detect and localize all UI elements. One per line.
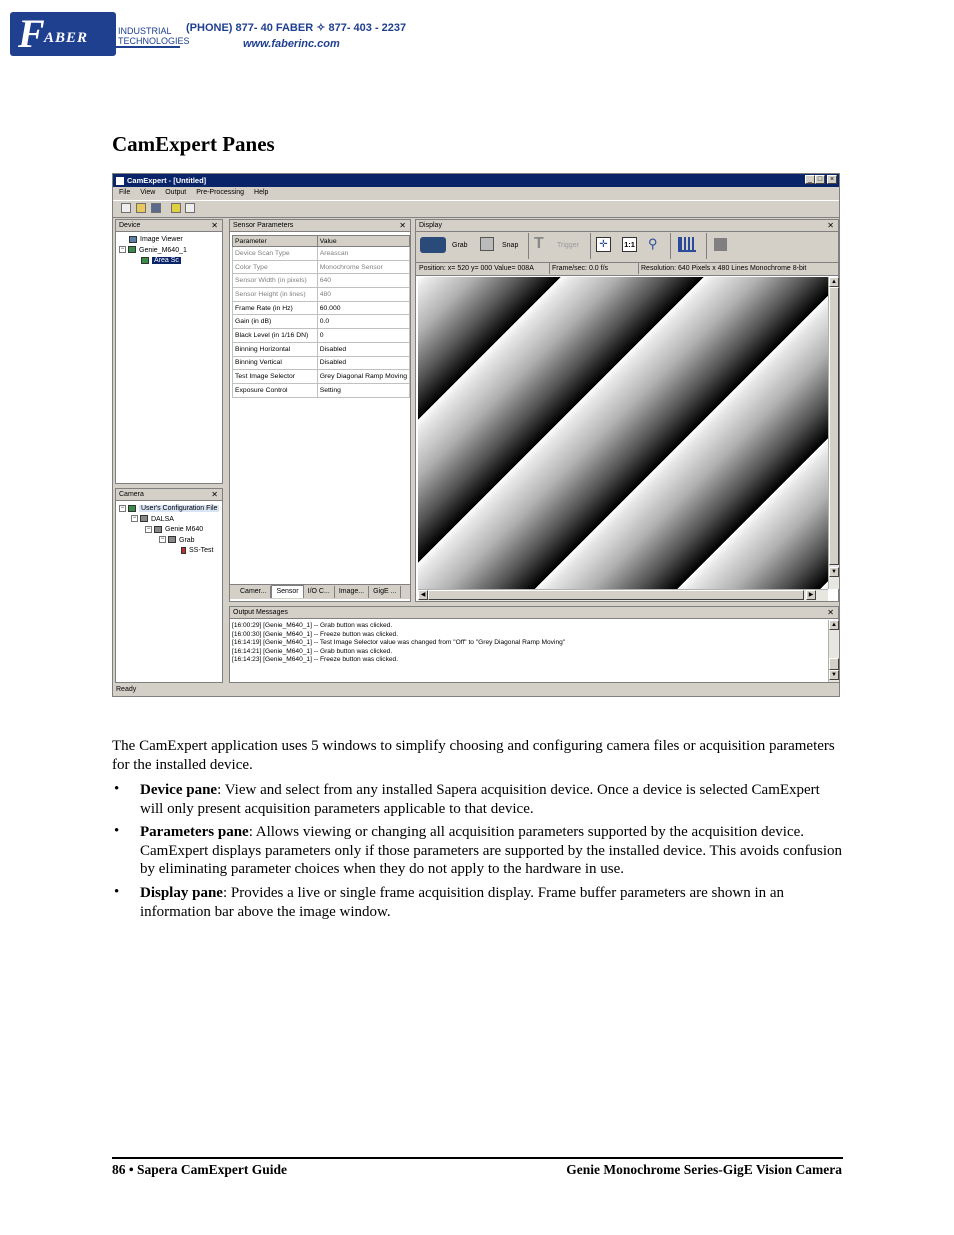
device-pane-header (116, 220, 222, 232)
output-pane-title: Output Messages (233, 609, 288, 616)
parameter-name: Color Type (233, 260, 318, 274)
collapse-icon[interactable]: − (132, 515, 137, 522)
parameter-value[interactable]: Areascan (317, 247, 409, 261)
table-row[interactable] (233, 315, 410, 329)
app-icon (116, 177, 124, 185)
toolbar-separator (528, 233, 529, 259)
parameter-name: Binning Vertical (233, 356, 318, 370)
scroll-thumb[interactable] (829, 658, 839, 670)
trigger-button[interactable]: Trigger (557, 242, 579, 249)
collapse-icon[interactable]: − (146, 525, 151, 532)
output-messages (230, 619, 838, 665)
tab-image[interactable]: Image... (335, 586, 369, 598)
camera-pane-title: Camera (119, 491, 144, 498)
horizontal-scrollbar[interactable] (418, 589, 828, 601)
parameter-value[interactable]: 0 (317, 329, 409, 343)
scroll-left-icon[interactable]: ◀ (418, 590, 428, 600)
parameter-value[interactable]: 640 (317, 274, 409, 288)
tab-sensor[interactable]: Sensor (271, 585, 303, 598)
table-row[interactable] (233, 301, 410, 315)
scroll-thumb[interactable] (428, 590, 804, 600)
menu-view[interactable]: View (140, 189, 156, 196)
menu-output[interactable]: Output (165, 189, 187, 196)
table-row[interactable] (233, 329, 410, 343)
footer-rule (112, 1157, 843, 1159)
tree-item[interactable]: Area Sc (119, 256, 222, 267)
table-row[interactable] (233, 247, 410, 261)
list-item: [16:14:23] [Genie_M640_1] -- Freeze button was clicked. (232, 656, 399, 664)
table-row[interactable] (233, 342, 410, 356)
parameter-name: Test Image Selector (233, 370, 318, 384)
tab-gige[interactable]: GigE ... (369, 586, 401, 598)
parameter-name: Binning Horizontal (233, 342, 318, 356)
scroll-thumb[interactable] (829, 287, 839, 565)
camexpert-window (112, 173, 840, 697)
display-info-bar (416, 263, 838, 276)
output-pane-header (230, 607, 838, 619)
device-pane (115, 219, 223, 484)
tree-item[interactable]: − Genie M640 (146, 525, 204, 533)
bullet-icon: • (114, 781, 120, 797)
scroll-up-icon[interactable]: ▲ (829, 277, 839, 287)
output-pane (229, 606, 839, 683)
table-row[interactable] (233, 274, 410, 288)
parameter-value[interactable]: Disabled (317, 342, 409, 356)
close-icon[interactable]: ✕ (211, 221, 218, 230)
menu-bar (113, 187, 839, 199)
parameter-name: Gain (in dB) (233, 315, 318, 329)
help-icon[interactable] (171, 203, 181, 213)
window-titlebar (113, 174, 839, 187)
bullet-icon: • (114, 884, 120, 900)
histogram-icon[interactable] (678, 237, 696, 252)
column-header-parameter[interactable]: Parameter (233, 236, 318, 247)
parameters-table (232, 235, 410, 398)
close-icon[interactable]: ✕ (827, 608, 834, 617)
scroll-up-icon[interactable]: ▲ (829, 620, 839, 630)
logo-tagline: INDUSTRIAL TECHNOLOGIES (118, 26, 190, 46)
display-pane (415, 219, 839, 602)
header-website[interactable]: www.faberinc.com (243, 38, 340, 50)
output-scrollbar[interactable] (828, 620, 839, 682)
table-row[interactable] (233, 288, 410, 302)
scroll-down-icon[interactable]: ▼ (829, 567, 839, 577)
parameter-name: Black Level (in 1/16 DN) (233, 329, 318, 343)
tree-item[interactable]: SS-Test (119, 546, 222, 557)
tree-item[interactable]: Image Viewer (119, 235, 222, 246)
footer-right: Genie Monochrome Series-GigE Vision Camera (566, 1162, 842, 1177)
toolbar-separator (706, 233, 707, 259)
display-pane-title: Display (419, 222, 442, 229)
tree-item[interactable]: − Genie_M640_1 (120, 246, 187, 254)
save-icon[interactable] (151, 203, 161, 213)
zoom-1-to-1-button[interactable]: 1:1 (622, 237, 637, 252)
open-folder-icon[interactable] (136, 203, 146, 213)
grab-icon (168, 536, 176, 543)
list-item: [16:00:30] [Genie_M640_1] -- Freeze button was clicked. (232, 630, 399, 638)
section-title: CamExpert Panes (112, 132, 275, 156)
camera-pane-header (116, 489, 222, 501)
close-icon[interactable]: ✕ (211, 490, 218, 499)
parameter-name: Frame Rate (in Hz) (233, 301, 318, 315)
collapse-icon[interactable]: − (120, 246, 125, 253)
parameter-name: Sensor Width (in pixels) (233, 274, 318, 288)
logo-underline (116, 46, 180, 48)
collapse-icon[interactable]: − (120, 504, 125, 511)
context-help-icon[interactable] (185, 203, 195, 213)
close-icon[interactable]: × (827, 175, 837, 184)
parameter-name: Exposure Control (233, 383, 318, 397)
position-readout: Position: x= 520 y= 000 Value= 008A (419, 265, 534, 272)
folder-icon (140, 515, 148, 522)
test-icon (181, 547, 186, 554)
camera-model-icon (154, 526, 162, 533)
image-display[interactable] (418, 277, 828, 589)
table-row[interactable] (233, 383, 410, 397)
tab-camera[interactable]: Camer... (236, 586, 271, 598)
table-row[interactable] (233, 370, 410, 384)
table-row[interactable] (233, 356, 410, 370)
list-item: [16:00:29] [Genie_M640_1] -- Grab button was clicked. (232, 622, 393, 629)
parameter-name: Sensor Height (in lines) (233, 288, 318, 302)
bullet-device-pane: Device pane: View and select from any installed Sapera acquisition device. Once a device is selected CamExpert will only present acquisition parameters applicable to that device. (140, 782, 820, 817)
parameter-value[interactable]: Disabled (317, 356, 409, 370)
image-viewer-icon (129, 236, 137, 243)
parameter-value[interactable]: 60.000 (317, 301, 409, 315)
toolbar-separator (590, 233, 591, 259)
resolution-readout: Resolution: 640 Pixels x 480 Lines Monochrome 8-bit (638, 263, 806, 274)
toolbar-separator (670, 233, 671, 259)
status-bar: Ready (116, 686, 137, 693)
close-icon[interactable]: ✕ (399, 221, 406, 230)
menu-help[interactable]: Help (254, 189, 269, 196)
footer-left: 86 • Sapera CamExpert Guide (112, 1162, 287, 1177)
parameters-pane-title: Sensor Parameters (233, 222, 294, 229)
tree-item[interactable]: − Grab (160, 536, 195, 544)
maximize-icon[interactable]: □ (815, 175, 825, 184)
grab-camera-icon[interactable] (420, 237, 446, 253)
table-row[interactable] (233, 260, 410, 274)
parameter-value[interactable]: Monochrome Sensor (317, 260, 409, 274)
display-toolbar (416, 232, 838, 263)
frame-rate-readout: Frame/sec: 0.0 f/s (549, 263, 608, 274)
camera-tree (116, 501, 222, 557)
tree-item[interactable]: − User's Configuration File (120, 504, 218, 512)
tree-item[interactable]: − DALSA (132, 515, 174, 523)
parameters-pane-header (230, 220, 410, 232)
header-phone: (PHONE) 877- 40 FABER ✧ 877- 403 - 2237 (186, 22, 407, 34)
vertical-scrollbar[interactable] (828, 277, 839, 589)
stop-icon[interactable] (714, 238, 727, 251)
zoom-icon[interactable]: ⚲ (648, 236, 658, 251)
trigger-icon: T (534, 235, 544, 252)
parameter-value[interactable]: Grey Diagonal Ramp Moving (317, 370, 409, 384)
scroll-down-icon[interactable]: ▼ (829, 670, 839, 680)
display-pane-header (416, 220, 838, 232)
snap-icon[interactable] (480, 237, 494, 251)
parameter-value[interactable]: Setting (317, 383, 409, 397)
snap-button[interactable]: Snap (502, 242, 519, 249)
camera-icon (128, 246, 136, 253)
collapse-icon[interactable]: − (160, 536, 165, 543)
logo-letter: F (18, 11, 45, 56)
parameter-value[interactable]: 480 (317, 288, 409, 302)
window-title: CamExpert - [Untitled] (127, 176, 207, 185)
close-icon[interactable]: ✕ (827, 221, 834, 230)
parameter-tabs (230, 584, 410, 599)
parameters-pane (229, 219, 411, 602)
area-scan-icon (141, 257, 149, 264)
camera-pane (115, 488, 223, 683)
main-toolbar (113, 200, 839, 218)
tab-io-control[interactable]: I/O C... (304, 586, 335, 598)
list-item: [16:14:19] [Genie_M640_1] -- Test Image Selector value was changed from "Off" to "Grey Diagonal Ramp Moving" (232, 639, 566, 647)
parameter-name: Device Scan Type (233, 247, 318, 261)
grab-button[interactable]: Grab (452, 242, 468, 249)
device-pane-title: Device (119, 222, 141, 229)
intro-paragraph: The CamExpert application uses 5 windows to simplify choosing and configuring camera files or acquisition parameters for the installed device. (112, 738, 835, 773)
new-file-icon[interactable] (121, 203, 131, 213)
device-tree (116, 232, 222, 267)
logo-wordmark: ABER (44, 30, 89, 46)
bullet-parameters-pane: Parameters pane: Allows viewing or changing all acquisition parameters supported by the acquisition device. CamExpert displays parameters only if those parameters are supported by the installed device. This avoids confusion by eliminating parameter choices when they do not apply to the hardware in use. (140, 824, 843, 877)
fit-to-screen-icon[interactable]: ✛ (596, 237, 611, 252)
column-header-value[interactable]: Value (317, 236, 409, 247)
parameter-value[interactable]: 0.0 (317, 315, 409, 329)
minimize-icon[interactable]: _ (805, 175, 815, 184)
menu-file[interactable]: File (119, 189, 131, 196)
menu-preprocessing[interactable]: Pre-Processing (196, 189, 245, 196)
bullet-icon: • (114, 823, 120, 839)
list-item: [16:14:21] [Genie_M640_1] -- Grab button was clicked. (232, 647, 393, 655)
bullet-display-pane: Display pane: Provides a live or single frame acquisition display. Frame buffer parameters are shown in an information bar above the image window. (140, 885, 785, 920)
config-file-icon (128, 505, 136, 512)
scroll-right-icon[interactable]: ▶ (806, 590, 816, 600)
